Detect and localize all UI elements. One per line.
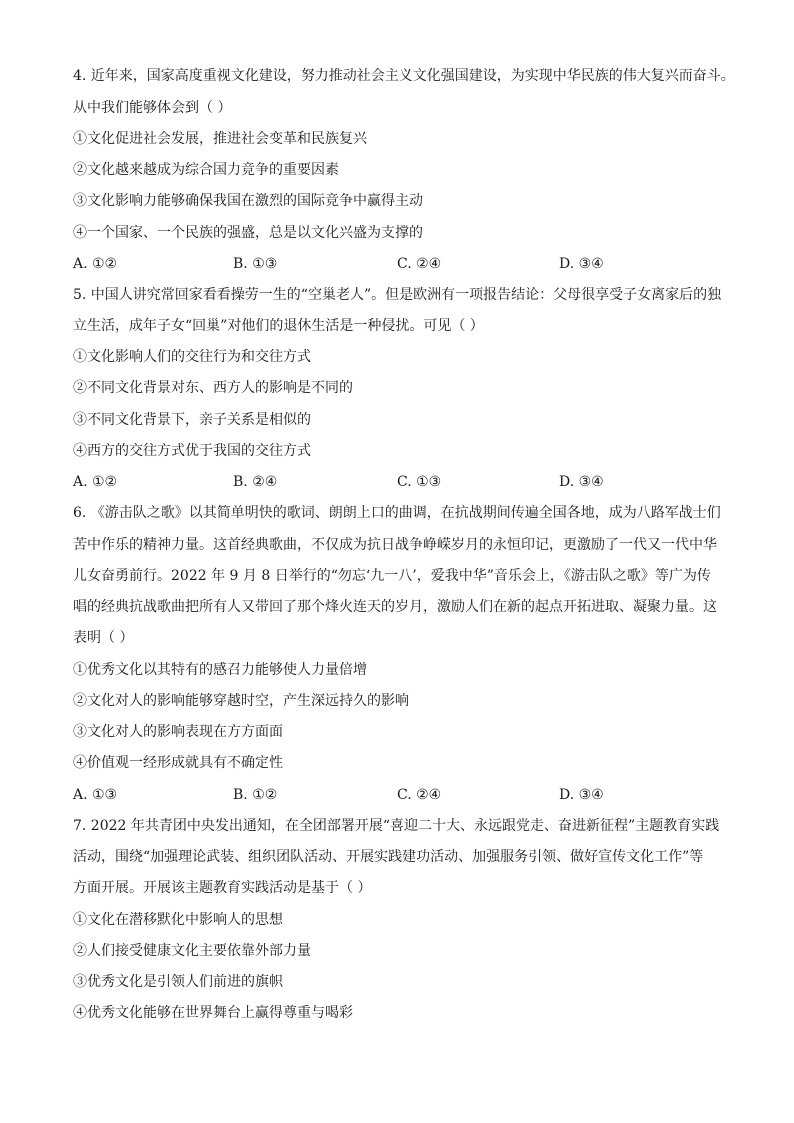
q7-stem-line-3: 方面开展。开展该主题教育实践活动是基于（ ） [73,880,372,896]
q4-item-4: ④一个国家、一个民族的强盛，总是以文化兴盛为支撑的 [73,225,423,241]
q5-options [73,472,733,492]
q6-stem-line-3: 儿女奋勇前行。2022 年 9 月 8 日举行的“勿忘‘九一八’，爱我中华”音乐会上，《游击队之歌》等广为传 [73,568,711,584]
q5-stem-line-2: 立生活，成年子女“回巢”对他们的退休生活是一种侵扰。可见（ ） [73,318,484,334]
q4-option-b[interactable]: B. ①③ [233,256,278,272]
q6-stem-line-1: 6. 《游击队之歌》以其简单明快的歌词、朗朗上口的曲调，在抗战期间传遍全国各地，成为八路军战士们 [73,505,721,521]
q4-item-2: ②文化越来越成为综合国力竞争的重要因素 [73,162,339,178]
q7-stem-line-1: 7. 2022 年共青团中央发出通知，在全团部署开展“喜迎二十大、永远跟党走、奋进新征程”主题教育实践 [73,818,720,834]
q5-stem-line-1: 5. 中国人讲究常回家看看操劳一生的“空巢老人”。但是欧洲有一项报告结论：父母很享受子女离家后的独 [73,287,722,303]
q6-stem-line-5: 表明（ ） [73,630,134,646]
q6-item-2: ②文化对人的影响能够穿越时空，产生深远持久的影响 [73,693,409,709]
q4-option-d[interactable]: D. ③④ [559,256,604,272]
q6-option-b[interactable]: B. ①② [233,787,278,803]
q4-option-c[interactable]: C. ②④ [397,256,442,272]
q6-option-a[interactable]: A. ①③ [73,787,118,803]
q5-item-2: ②不同文化背景对东、西方人的影响是不同的 [73,380,353,396]
q5-option-d[interactable]: D. ③④ [559,474,604,490]
q6-option-c[interactable]: C. ②④ [397,787,442,803]
q4-option-a[interactable]: A. ①② [73,256,118,272]
q6-options [73,785,733,805]
q4-stem-line-1: 4. 近年来，国家高度重视文化建设，努力推动社会主义文化强国建设，为实现中华民族的伟大复兴而奋斗。 [73,68,735,84]
q6-item-4: ④价值观一经形成就具有不确定性 [73,755,283,771]
q6-item-3: ③文化对人的影响表现在方方面面 [73,724,283,740]
q7-stem-line-2: 活动，围绕“加强理论武装、组织团队活动、开展实践建功活动、加强服务引领、做好宣传文化工作”等 [73,849,704,865]
q5-option-b[interactable]: B. ②④ [233,474,278,490]
q6-option-d[interactable]: D. ③④ [559,787,604,803]
q6-item-1: ①优秀文化以其特有的感召力能够使人力量倍增 [73,662,367,678]
q5-option-c[interactable]: C. ①③ [397,474,442,490]
q6-stem-line-4: 唱的经典抗战歌曲把所有人又带回了那个烽火连天的岁月，激励人们在新的起点开拓进取、凝聚力量。这 [73,599,717,615]
q4-stem-line-2: 从中我们能够体会到（ ） [73,100,232,116]
q4-item-1: ①文化促进社会发展，推进社会变革和民族复兴 [73,131,367,147]
q5-item-4: ④西方的交往方式优于我国的交往方式 [73,443,311,459]
q5-option-a[interactable]: A. ①② [73,474,118,490]
q7-item-3: ③优秀文化是引领人们前进的旗帜 [73,974,283,990]
q6-stem-line-2: 苦中作乐的精神力量。这首经典歌曲，不仅成为抗日战争峥嵘岁月的永恒印记，更激励了一代又一代中华 [73,537,717,553]
q7-item-2: ②人们接受健康文化主要依靠外部力量 [73,943,311,959]
q7-item-1: ①文化在潜移默化中影响人的思想 [73,912,283,928]
q5-item-1: ①文化影响人们的交往行为和交往方式 [73,349,311,365]
q4-options [73,254,733,274]
q7-item-4: ④优秀文化能够在世界舞台上赢得尊重与喝彩 [73,1005,353,1021]
q5-item-3: ③不同文化背景下，亲子关系是相似的 [73,412,311,428]
q4-item-3: ③文化影响力能够确保我国在激烈的国际竞争中赢得主动 [73,193,423,209]
